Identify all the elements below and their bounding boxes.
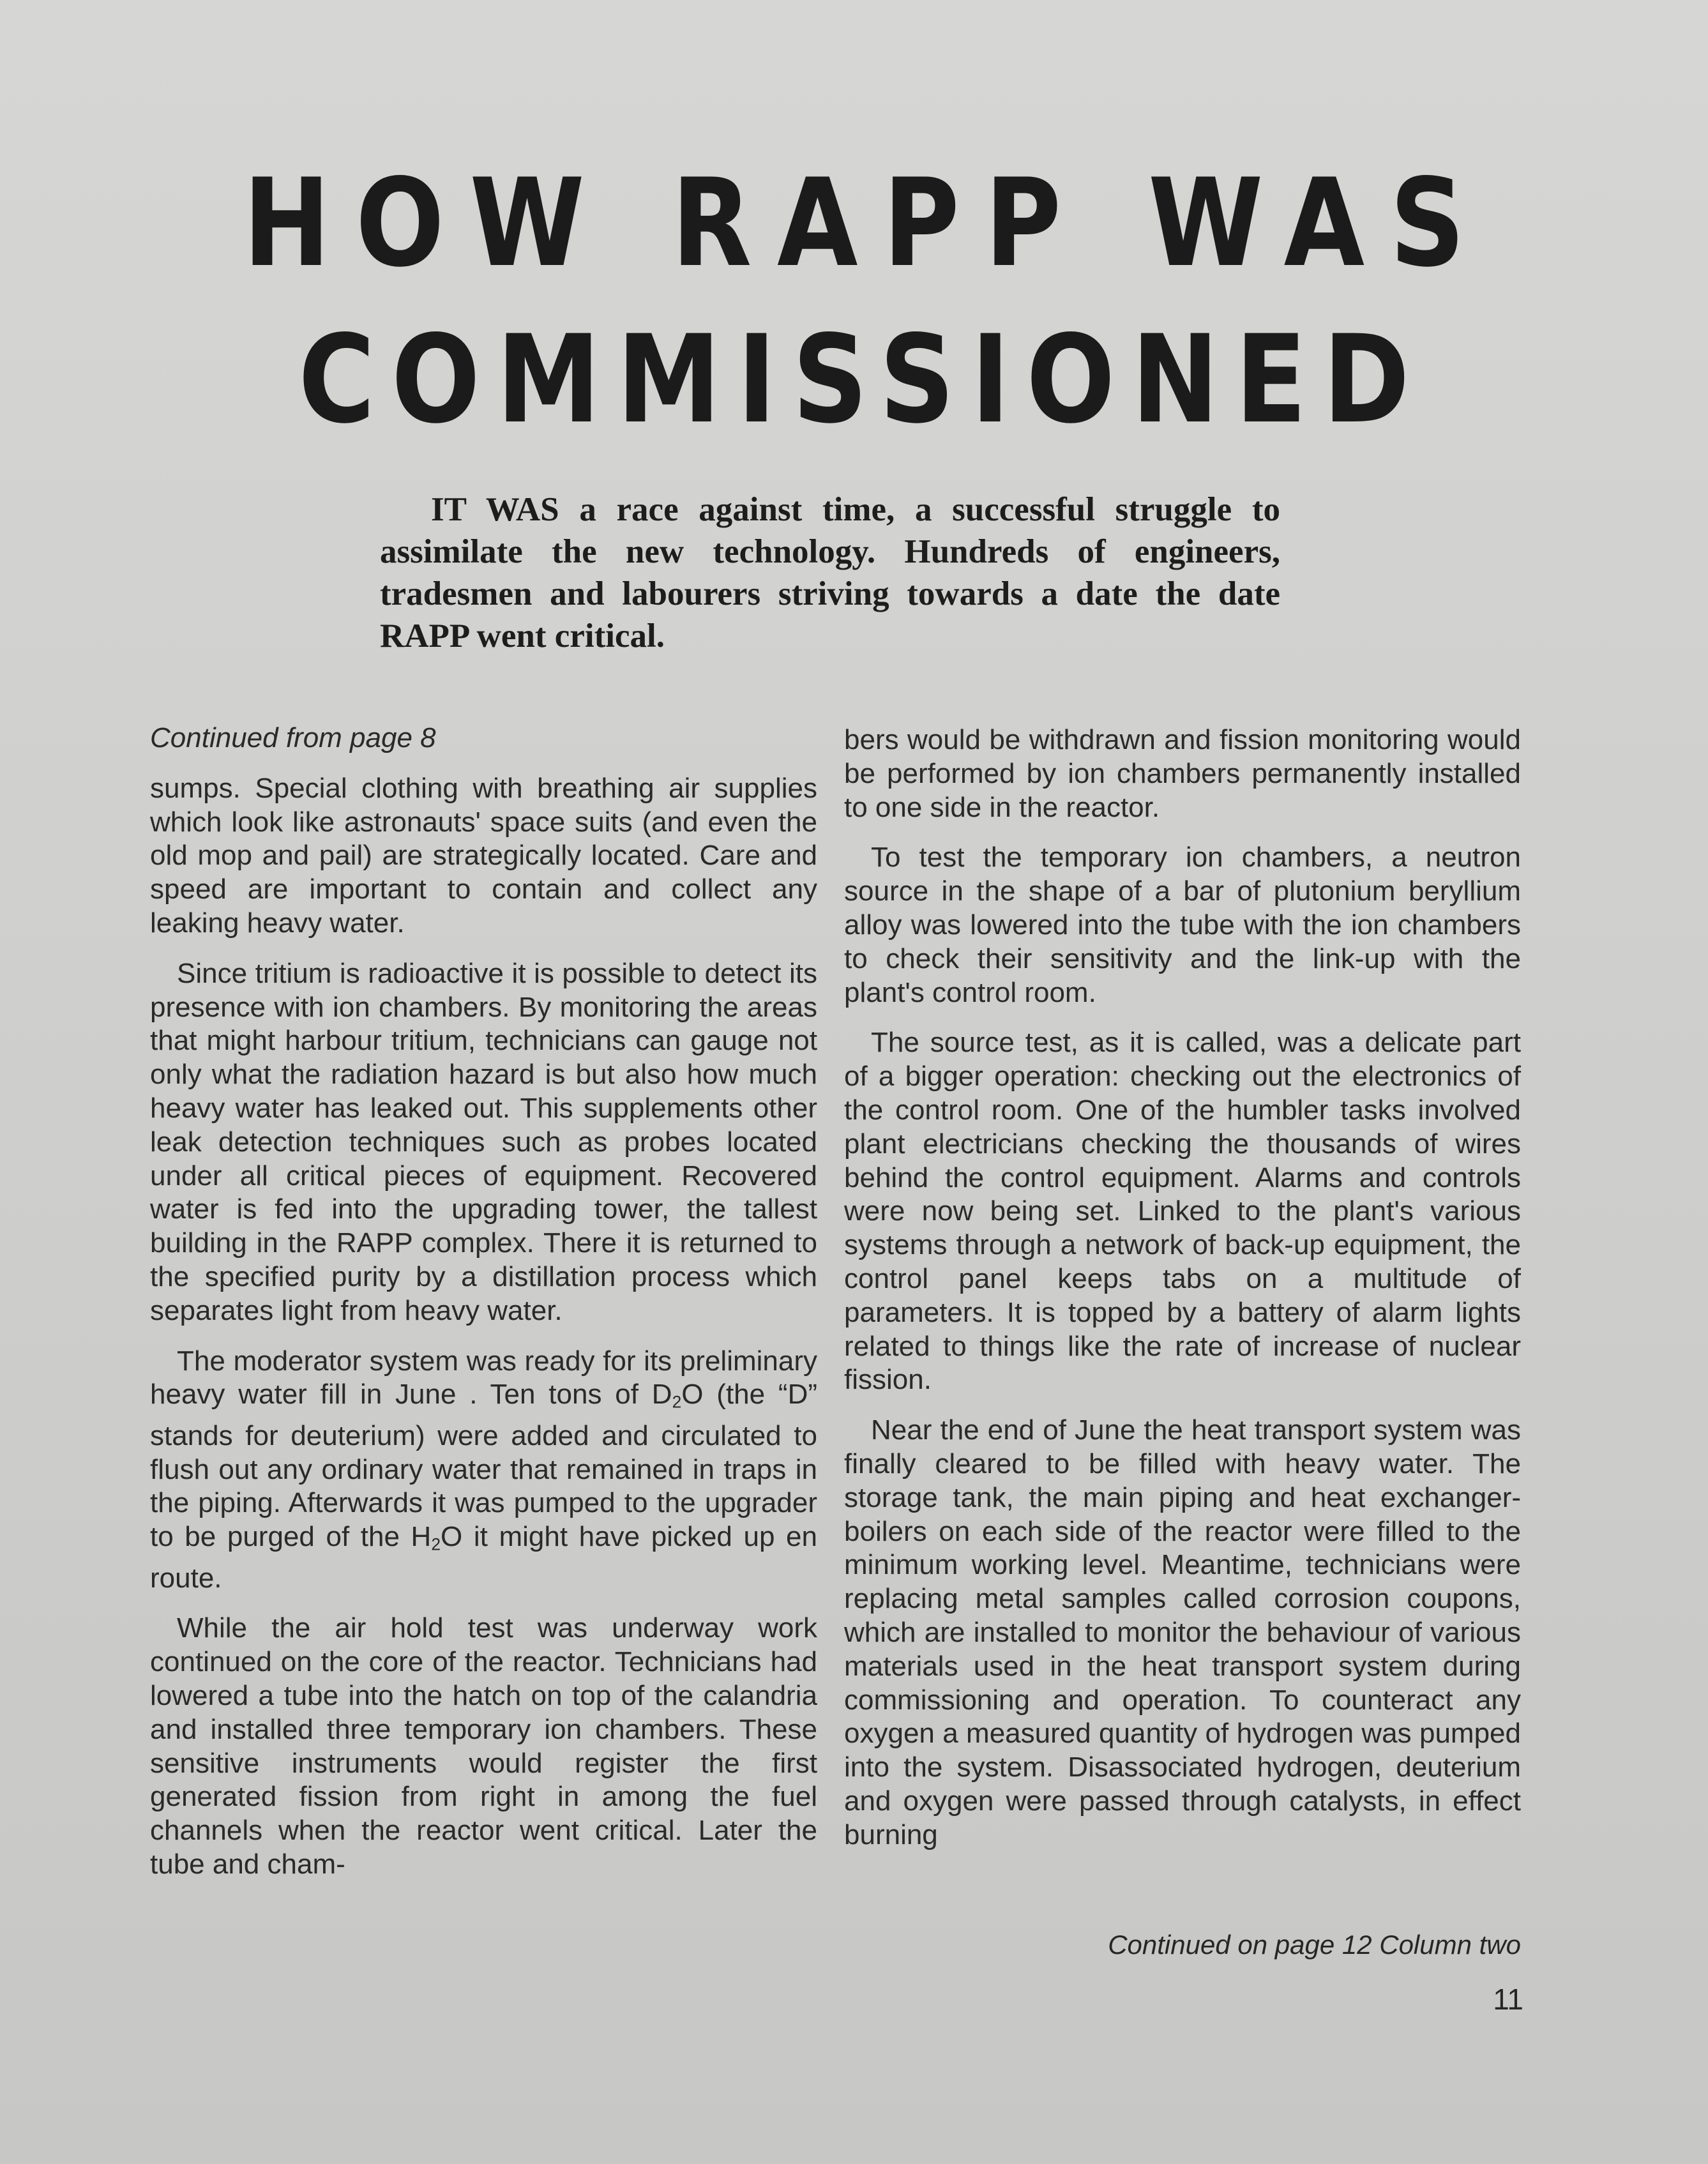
body-paragraph: bers would be withdrawn and fission monitoring would be performed by ion chambers permanently installed to one side in the reactor. [844,724,1521,823]
subscript: 2 [672,1392,682,1412]
headline-line-2: COMMISSIONED [298,309,1426,450]
body-paragraph: To test the temporary ion chambers, a neutron source in the shape of a bar of plutonium beryllium alloy was lowered into the tube with the ion chambers to check their sensitivity and the link-up with the plant's control room. [844,842,1521,1008]
body-paragraph: sumps. Special clothing with breathing air supplies which look like astronauts' space suits (and even the old mop and pail) are strategically located. Care and speed are important to contain and collect any leaking heavy water. [150,772,817,939]
text-run: O (the “D” stands for deuterium) were added and circulated to flush out any ordinary water that remained in traps in the piping. Afterwards it was pumped to the upgrader to be purged of the H [150,1379,818,1553]
headline-line-1: HOW RAPP WAS [243,153,1490,294]
intro-paragraph: IT WAS a race against time, a successful struggle to assimilate the new technology. Hundreds of engineers, tradesmen and labourers striving towards a date the date RAPP went critical. [380,491,1280,654]
body-paragraph: While the air hold test was underway work continued on the core of the reactor. Technicians had lowered a tube into the hatch on top of the calandria and installed three temporary ion chambers. These sensitive instruments would register the first generated fission from right in among the fuel channels when the reactor went critical. Later the tube and cham- [150,1612,817,1880]
page-number: 11 [1493,1983,1523,2016]
text-run: O it might have picked up en route. [150,1521,817,1594]
body-paragraph: Since tritium is radioactive it is possible to detect its presence with ion chambers. By monitoring the areas that might harbour tritium, technicians can gauge not only what the radiation hazard is but also how much heavy water has leaked out. This supplements other leak detection techniques such as probes located under all critical pieces of equipment. Recovered water is fed into the upgrading tower, the tallest building in the RAPP complex. There it is returned to the specified purity by a distillation process which separates light from heavy water. [150,957,817,1326]
text-run: The moderator system was ready for its preliminary heavy water fill in June . Ten tons of D [150,1345,817,1411]
body-paragraph [150,1345,817,1596]
continued-from-note: Continued from page 8 [150,722,436,753]
subscript: 2 [431,1534,441,1554]
continued-on-note: Continued on page 12 Column two [1108,1930,1521,1960]
body-paragraph: The source test, as it is called, was a delicate part of a bigger operation: checking out the electronics of the control room. One of the humbler tasks involved plant electricians checking the thousands of wires behind the control equipment. Alarms and controls were now being set. Linked to the plant's various systems through a network of back-up equipment, the control panel keeps tabs on a multitude of parameters. It is topped by a battery of alarm lights related to things like the rate of increase of nuclear fission. [844,1027,1521,1396]
right-column [844,723,1521,1869]
left-column [150,722,817,1898]
body-paragraph: Near the end of June the heat transport system was finally cleared to be filled with heavy water. The storage tank, the main piping and heat exchanger-boilers on each side of the reactor were filled to the minimum working level. Meantime, technicians were replacing metal samples called corrosion coupons, which are installed to monitor the behaviour of various materials used in the heat transport system during commissioning and operation. To counteract any oxygen a measured quantity of hydrogen was pumped into the system. Disassociated hydrogen, deuterium and oxygen were passed through catalysts, in effect burning [844,1414,1521,1850]
